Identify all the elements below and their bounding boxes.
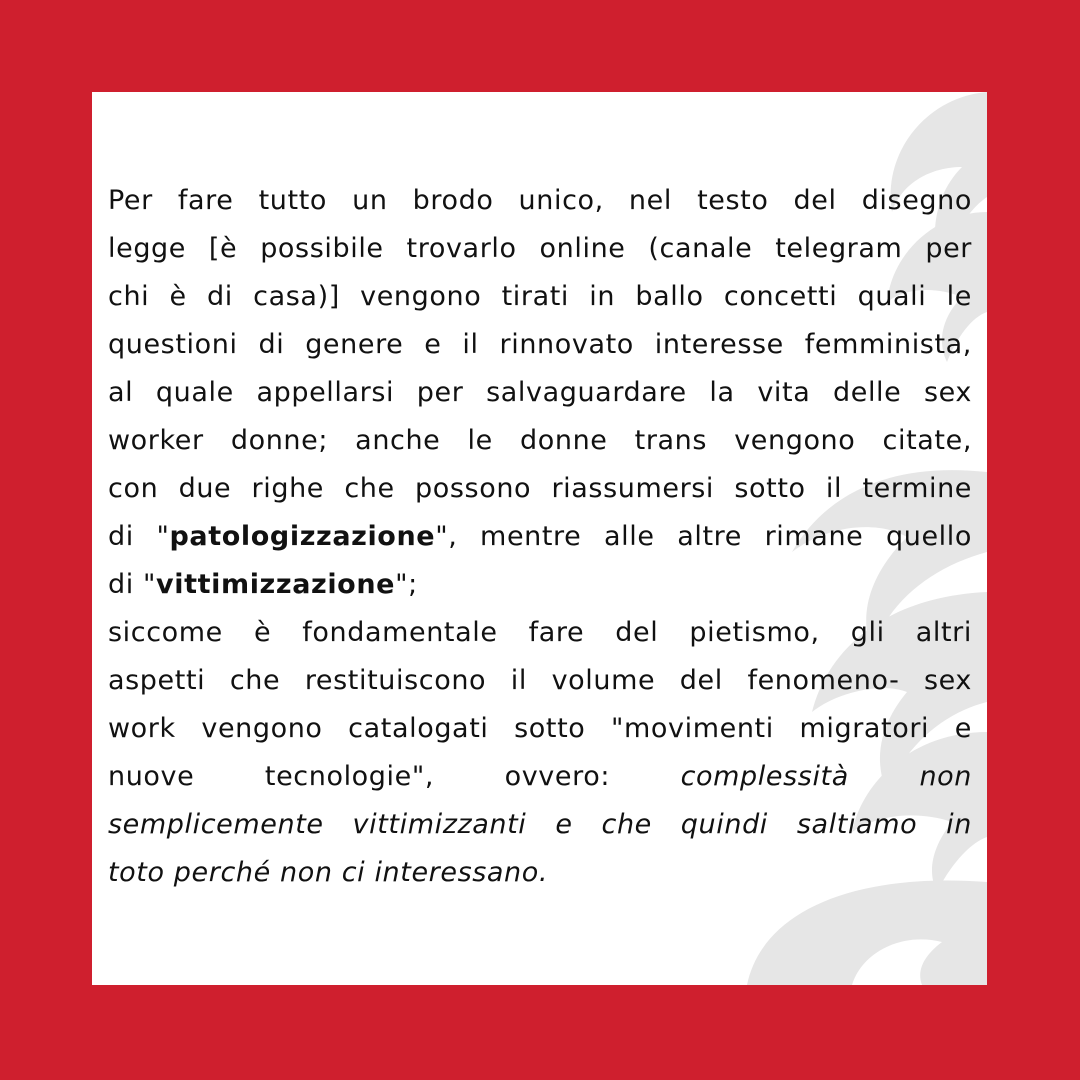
text-segment: "; <box>395 569 418 600</box>
text-line <box>108 616 972 650</box>
text-line <box>108 376 972 410</box>
text-line <box>108 472 972 506</box>
text-segment: legge [è possibile trovarlo online (canale telegram per <box>108 233 972 264</box>
text-line <box>108 280 972 314</box>
text-segment: nuove tecnologie", ovvero: <box>108 761 681 792</box>
text-segment: di " <box>108 521 170 552</box>
text-segment: aspetti che restituiscono il volume del fenomeno- sex <box>108 665 972 696</box>
text-segment: worker donne; anche le donne trans vengono citate, <box>108 425 972 456</box>
text-segment: chi è di casa)] vengono tirati in ballo concetti quali le <box>108 281 972 312</box>
text-segment: Per fare tutto un brodo unico, nel testo del disegno <box>108 185 972 216</box>
text-card <box>92 92 987 985</box>
text-line <box>108 424 972 458</box>
text-segment: questioni di genere e il rinnovato interesse femminista, <box>108 329 972 360</box>
text-line <box>108 232 972 266</box>
italic-text: toto perché non ci interessano. <box>108 857 549 888</box>
text-line <box>108 520 972 554</box>
text-segment: ", mentre alle altre rimane quello <box>435 521 972 552</box>
text-line <box>108 664 972 698</box>
text-segment: work vengono catalogati sotto "movimenti migratori e <box>108 713 972 744</box>
text-segment: di " <box>108 569 157 600</box>
text-line <box>108 712 972 746</box>
quote-shape <box>747 880 987 985</box>
italic-text: complessità non <box>680 761 972 792</box>
text-line <box>108 328 972 362</box>
text-segment: siccome è fondamentale fare del pietismo, gli altri <box>108 617 972 648</box>
text-segment: con due righe che possono riassumersi sotto il termine <box>108 473 972 504</box>
text-line <box>108 808 972 842</box>
italic-text: semplicemente vittimizzanti e che quindi saltiamo in <box>108 809 972 840</box>
text-line <box>108 568 972 602</box>
text-line <box>108 760 972 794</box>
bold-term: patologizzazione <box>169 521 436 552</box>
text-line <box>108 184 972 218</box>
text-line <box>108 856 972 890</box>
bold-term: vittimizzazione <box>156 569 396 600</box>
text-segment: al quale appellarsi per salvaguardare la vita delle sex <box>108 377 972 408</box>
